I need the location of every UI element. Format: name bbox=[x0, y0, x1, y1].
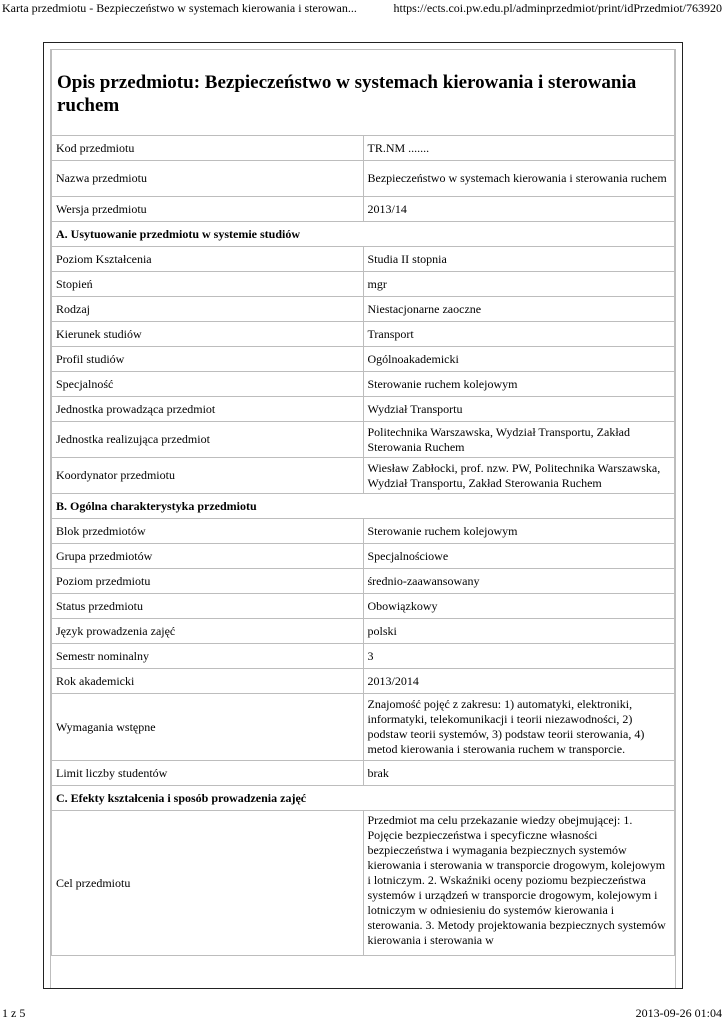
table-row bbox=[52, 197, 675, 222]
row-value: Politechnika Warszawska, Wydział Transportu, Zakład Sterowania Ruchem bbox=[363, 422, 675, 458]
row-label: Specjalność bbox=[52, 372, 364, 397]
browser-footer bbox=[0, 1006, 724, 1022]
row-label: Rok akademicki bbox=[52, 669, 364, 694]
row-label: Kod przedmiotu bbox=[52, 136, 364, 161]
table-row bbox=[52, 519, 675, 544]
print-datetime: 2013-09-26 01:04 bbox=[635, 1006, 722, 1020]
row-value: 3 bbox=[363, 644, 675, 669]
row-label: Nazwa przedmiotu bbox=[52, 161, 364, 197]
row-label: Rodzaj bbox=[52, 297, 364, 322]
row-label: Język prowadzenia zajęć bbox=[52, 619, 364, 644]
table-row bbox=[52, 161, 675, 197]
table-row bbox=[52, 594, 675, 619]
table-row bbox=[52, 347, 675, 372]
row-label: Poziom Kształcenia bbox=[52, 247, 364, 272]
document-content bbox=[50, 49, 676, 988]
row-value: Wydział Transportu bbox=[363, 397, 675, 422]
table-row bbox=[52, 761, 675, 786]
row-value: Bezpieczeństwo w systemach kierowania i sterowania ruchem bbox=[363, 161, 675, 197]
row-value: TR.NM ....... bbox=[363, 136, 675, 161]
row-label: Grupa przedmiotów bbox=[52, 544, 364, 569]
row-label: Limit liczby studentów bbox=[52, 761, 364, 786]
row-label: Koordynator przedmiotu bbox=[52, 458, 364, 494]
row-label: Stopień bbox=[52, 272, 364, 297]
row-value: Transport bbox=[363, 322, 675, 347]
table-row bbox=[52, 397, 675, 422]
table-row bbox=[52, 136, 675, 161]
table-row bbox=[52, 544, 675, 569]
row-value: Ogólnoakademicki bbox=[363, 347, 675, 372]
table-row bbox=[52, 619, 675, 644]
section-heading-row bbox=[52, 786, 675, 811]
row-label: Semestr nominalny bbox=[52, 644, 364, 669]
row-value: polski bbox=[363, 619, 675, 644]
row-label: Jednostka prowadząca przedmiot bbox=[52, 397, 364, 422]
row-value: mgr bbox=[363, 272, 675, 297]
row-label: Wymagania wstępne bbox=[52, 694, 364, 761]
course-table bbox=[51, 50, 675, 956]
course-title: Opis przedmiotu: Bezpieczeństwo w systemach kierowania i sterowania ruchem bbox=[52, 50, 675, 136]
row-label: Jednostka realizująca przedmiot bbox=[52, 422, 364, 458]
table-row bbox=[52, 297, 675, 322]
table-row bbox=[52, 372, 675, 397]
row-label: Kierunek studiów bbox=[52, 322, 364, 347]
row-value: 2013/14 bbox=[363, 197, 675, 222]
page-number: 1 z 5 bbox=[2, 1006, 26, 1020]
row-value: Specjalnościowe bbox=[363, 544, 675, 569]
row-value: Studia II stopnia bbox=[363, 247, 675, 272]
row-value: Niestacjonarne zaoczne bbox=[363, 297, 675, 322]
row-value: Obowiązkowy bbox=[363, 594, 675, 619]
row-label: Blok przedmiotów bbox=[52, 519, 364, 544]
row-value: Wiesław Zabłocki, prof. nzw. PW, Politechnika Warszawska, Wydział Transportu, Zakład Sterowania Ruchem bbox=[363, 458, 675, 494]
table-row bbox=[52, 247, 675, 272]
section-heading: B. Ogólna charakterystyka przedmiotu bbox=[52, 494, 675, 519]
table-row bbox=[52, 644, 675, 669]
table-row bbox=[52, 569, 675, 594]
document-frame bbox=[43, 42, 683, 989]
browser-header bbox=[0, 0, 724, 16]
table-row bbox=[52, 272, 675, 297]
section-heading-row bbox=[52, 494, 675, 519]
table-row bbox=[52, 422, 675, 458]
table-row bbox=[52, 322, 675, 347]
table-row bbox=[52, 458, 675, 494]
section-heading-row bbox=[52, 222, 675, 247]
row-label: Poziom przedmiotu bbox=[52, 569, 364, 594]
row-value: Znajomość pojęć z zakresu: 1) automatyki, elektroniki, informatyki, telekomunikacji i teorii niezawodności, 2) podstaw teorii systemów, 3) podstaw teorii sterowania, 4) metod kierowania i sterowania ruchem w transporcie. bbox=[363, 694, 675, 761]
section-heading: C. Efekty kształcenia i sposób prowadzenia zajęć bbox=[52, 786, 675, 811]
row-value: średnio-zaawansowany bbox=[363, 569, 675, 594]
table-row bbox=[52, 669, 675, 694]
row-label: Wersja przedmiotu bbox=[52, 197, 364, 222]
row-label: Status przedmiotu bbox=[52, 594, 364, 619]
page-url-text: https://ects.coi.pw.edu.pl/adminprzedmiot/print/idPrzedmiot/763920 bbox=[393, 1, 722, 15]
row-label: Cel przedmiotu bbox=[52, 811, 364, 956]
table-row bbox=[52, 694, 675, 761]
row-value: Sterowanie ruchem kolejowym bbox=[363, 372, 675, 397]
row-value: brak bbox=[363, 761, 675, 786]
row-label: Profil studiów bbox=[52, 347, 364, 372]
page-title-text: Karta przedmiotu - Bezpieczeństwo w systemach kierowania i sterowan... bbox=[2, 1, 357, 15]
row-value: Przedmiot ma celu przekazanie wiedzy obejmującej: 1. Pojęcie bezpieczeństwa i specyficzne własności bezpieczeństwa i wymagania bezpiecznych systemów kierowania i sterowania w transporcie drogowym, kolejowym i lotniczym. 2. Wskaźniki oceny poziomu bezpieczeństwa systemów i urządzeń w transporcie drogowym, kolejowym i lotniczym w odniesieniu do systemów kierowania i sterowania. 3. Metody projektowania bezpiecznych systemów kierowania i sterowania w bbox=[363, 811, 675, 956]
row-value: Sterowanie ruchem kolejowym bbox=[363, 519, 675, 544]
table-row bbox=[52, 811, 675, 956]
row-value: 2013/2014 bbox=[363, 669, 675, 694]
section-heading: A. Usytuowanie przedmiotu w systemie studiów bbox=[52, 222, 675, 247]
